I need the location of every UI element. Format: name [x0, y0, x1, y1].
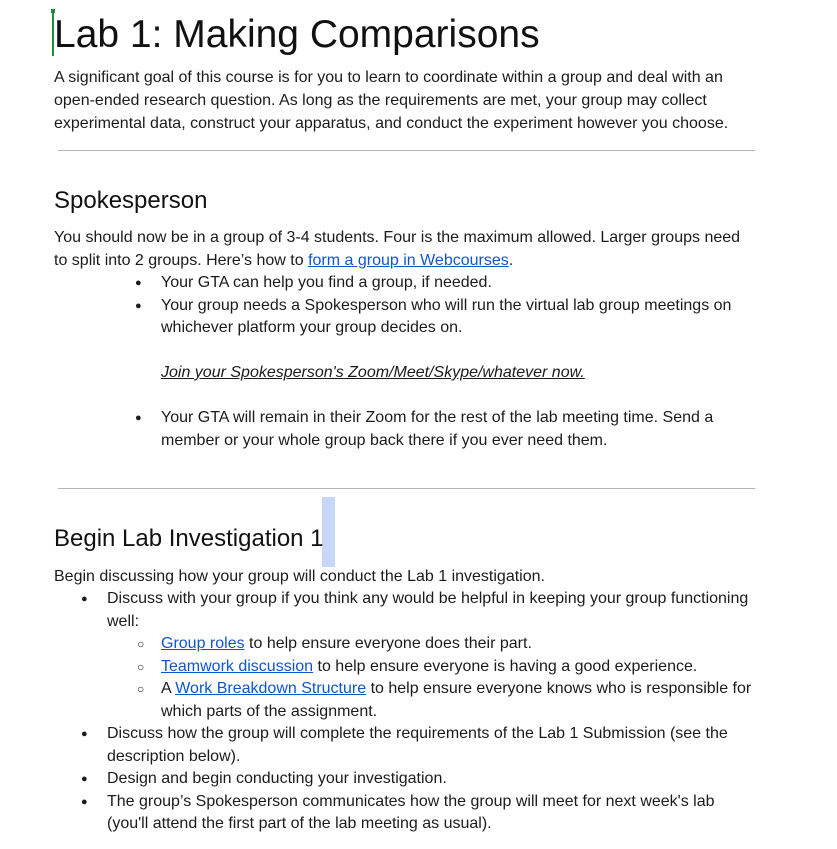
heading-investigation[interactable]: Begin Lab Investigation 1: [54, 525, 324, 552]
sub-list-item[interactable]: [107, 633, 753, 656]
investigation-intro[interactable]: Begin discussing how your group will conduct the Lab 1 investigation.: [54, 568, 545, 585]
sub-item-text: to help ensure everyone does their part.: [244, 635, 532, 652]
intro-paragraph[interactable]: A significant goal of this course is for you to learn to coordinate within a group and deal with an open-ended research question. As long as the requirements are met, your group may collect experimental data, construct your apparatus, and conduct the experiment however you choose.: [54, 69, 729, 132]
list-item[interactable]: ● Design and begin conducting your investigation.: [53, 768, 753, 791]
list-item-text: Discuss with your group if you think any would be helpful in keeping your group functioning well:: [107, 590, 749, 630]
spokesperson-paragraph[interactable]: [54, 227, 754, 272]
list-item[interactable]: [53, 588, 753, 723]
spokesperson-list: [53, 272, 753, 340]
list-item[interactable]: ● Your group needs a Spokesperson who will run the virtual lab group meetings on whichever platform your group decides on.: [53, 295, 753, 340]
investigation-list: [53, 588, 753, 836]
list-item[interactable]: ● Your GTA will remain in their Zoom for the rest of the lab meeting time. Send a member or your whole group back there if you ever need them.: [53, 407, 753, 452]
join-zoom-line[interactable]: [161, 362, 721, 385]
sub-item-text: to help ensure everyone is having a good experience.: [313, 657, 698, 675]
teamwork-discussion-link[interactable]: Teamwork discussion: [161, 657, 314, 675]
spokesperson-list-2: [53, 407, 753, 452]
doc-title[interactable]: Lab 1: Making Comparisons: [54, 13, 540, 56]
form-group-link[interactable]: form a group in Webcourses: [308, 251, 509, 269]
group-roles-link[interactable]: Group roles: [161, 635, 245, 652]
selection-highlight: [322, 497, 335, 567]
heading-spokesperson[interactable]: Spokesperson: [54, 187, 208, 214]
sub-list-item[interactable]: [107, 678, 753, 723]
sub-item-text: to help ensure everyone knows who is responsible for which parts of the assignment.: [161, 680, 752, 720]
sub-item-prefix: A: [161, 680, 176, 697]
divider-1: [58, 150, 755, 151]
join-zoom-text: Join your Spokesperson's Zoom/Meet/Skype/whatever now.: [161, 364, 585, 381]
list-item[interactable]: ● The group’s Spokesperson communicates how the group will meet for next week's lab (you'll attend the first part of the lab meeting as usual).: [53, 791, 753, 836]
sub-list-item[interactable]: [107, 656, 753, 679]
work-breakdown-link[interactable]: Work Breakdown Structure: [175, 680, 367, 697]
para-text-2: .: [508, 251, 514, 269]
sub-list: [107, 633, 753, 723]
para-text-1: You should now be in a group of 3-4 students. Four is the maximum allowed. Larger groups need to split into 2 groups. Here’s how to: [54, 229, 741, 269]
divider-2: [58, 488, 755, 489]
list-item[interactable]: ● Your GTA can help you find a group, if needed.: [53, 272, 753, 295]
list-item[interactable]: ● Discuss how the group will complete the requirements of the Lab 1 Submission (see the description below).: [53, 723, 753, 768]
